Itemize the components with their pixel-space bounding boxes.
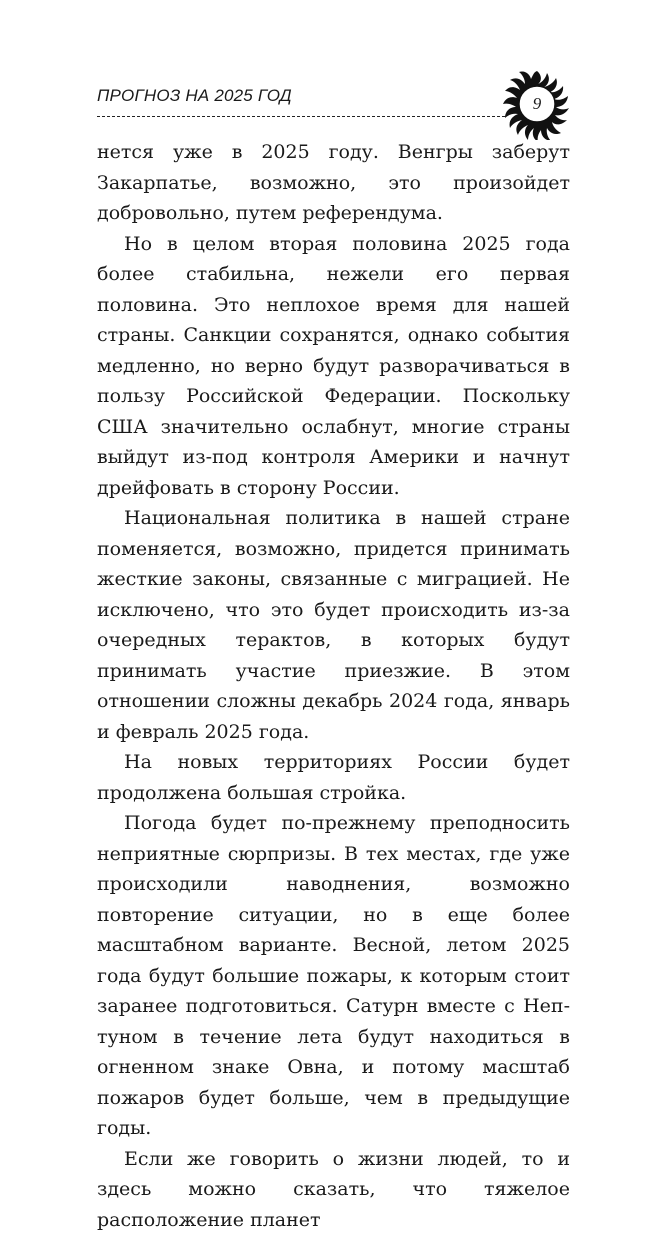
- paragraph: Погода будет по-прежнему преподносить неприятные сюрпризы. В тех местах, где уже происходили наводнения, возможно повторение ситуации, но в еще более масштабном варианте. Весной, летом 2025 года будут большие пожары, к которым стоит заранее подготовиться. Сатурн вместе с Нептуном в течение лета будут находиться в огненном знаке Овна, и потому масштаб пожаров будет больше, чем в предыдущие годы.: [97, 808, 570, 1144]
- paragraph: Национальная политика в нашей стране поменяется, возможно, придется принимать жесткие законы, связанные с миграцией. Не исключено, что это будет происходить из-за очередных терактов, в которых будут принимать участие приезжие. В этом отношении сложны декабрь 2024 года, январь и февраль 2025 года.: [97, 503, 570, 747]
- body-text: [97, 137, 570, 1235]
- sun-ornament-icon: [501, 68, 573, 140]
- running-title: ПРОГНОЗ НА 2025 ГОД: [97, 86, 292, 106]
- paragraph: Если же говорить о жизни людей, то и здесь можно сказать, что тяжелое расположение планет: [97, 1144, 570, 1235]
- paragraph: На новых территориях России будет продолжена большая стройка.: [97, 747, 570, 808]
- header-rule: [97, 116, 505, 117]
- page-number: 9: [501, 68, 573, 140]
- running-header: [97, 80, 573, 120]
- paragraph: Но в целом вторая половина 2025 года более стабильна, нежели его первая половина. Это неплохое время для нашей страны. Санкции сохранятся, однако события медленно, но верно будут разворачиваться в пользу Российской Федерации. Поскольку США значительно ослабнут, многие страны выйдут из-под контроля Америки и начнут дрейфовать в сторону России.: [97, 229, 570, 504]
- paragraph: нется уже в 2025 году. Венгры заберут Закарпатье, возможно, это произойдет добровольно, путем референдума.: [97, 137, 570, 229]
